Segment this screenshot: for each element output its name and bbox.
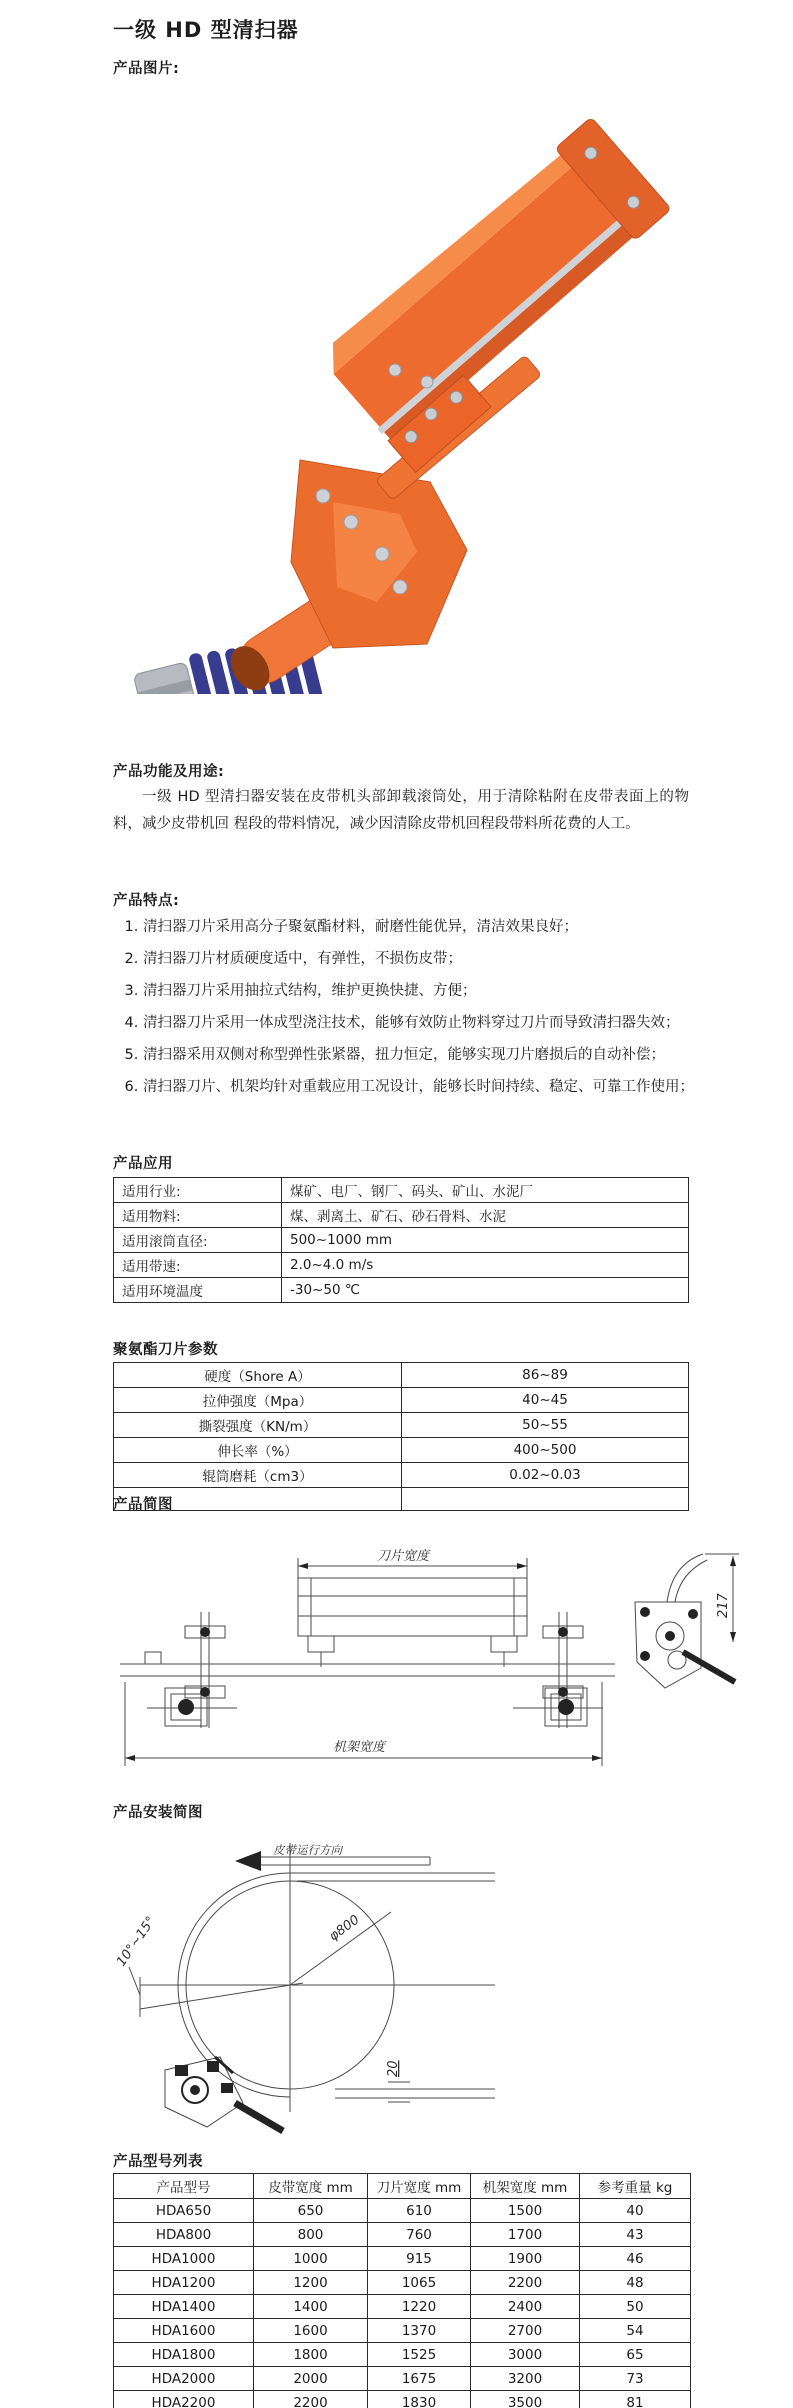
application-table	[113, 1177, 689, 1303]
features-heading: 产品特点:	[113, 893, 180, 909]
cell: 48	[580, 2271, 691, 2295]
cell: HDA1600	[114, 2319, 254, 2343]
table-row	[114, 2367, 691, 2391]
cell: 1400	[254, 2295, 368, 2319]
offset-dimension	[388, 2082, 410, 2102]
cell: 2200	[254, 2391, 368, 2408]
table-row	[114, 1228, 689, 1253]
table-row	[114, 1413, 689, 1438]
param-value: 86~89	[402, 1363, 689, 1388]
application-heading: 产品应用	[113, 1156, 173, 1172]
model-table-heading: 产品型号列表	[113, 2154, 203, 2170]
cell: HDA800	[114, 2223, 254, 2247]
cell: 1525	[368, 2343, 471, 2367]
cell: 3200	[471, 2367, 580, 2391]
row-label: 适用滚筒直径:	[114, 1228, 282, 1253]
side-height-label: 217	[716, 1593, 731, 1618]
cell: 1675	[368, 2367, 471, 2391]
cell: 73	[580, 2367, 691, 2391]
page-title: 一级 HD 型清扫器	[113, 18, 299, 42]
feature-item: 4. 清扫器刀片采用一体成型浇注技术，能够有效防止物料穿过刀片而导致清扫器失效；	[143, 1012, 721, 1035]
row-value: 煤矿、电厂、钢厂、码头、矿山、水泥厂	[282, 1178, 689, 1203]
cell: 1370	[368, 2319, 471, 2343]
product-diagram-heading: 产品简图	[113, 1497, 173, 1513]
cell: 46	[580, 2247, 691, 2271]
param-name: 拉伸强度（Mpa）	[114, 1388, 402, 1413]
offset-label: 20	[386, 2060, 401, 2077]
table-row	[114, 2343, 691, 2367]
col-header: 机架宽度 mm	[471, 2174, 580, 2199]
cell: 43	[580, 2223, 691, 2247]
table-row	[114, 1178, 689, 1203]
blade-block	[298, 1578, 527, 1667]
row-label: 适用物料:	[114, 1203, 282, 1228]
param-value: 400~500	[402, 1438, 689, 1463]
cell: 1700	[471, 2223, 580, 2247]
col-header: 参考重量 kg	[580, 2174, 691, 2199]
table-row	[114, 2199, 691, 2223]
function-heading: 产品功能及用途:	[113, 764, 225, 780]
feature-item: 6. 清扫器刀片、机架均针对重载应用工况设计，能够长时间持续、稳定、可靠工作使用；	[143, 1076, 721, 1099]
cell: HDA650	[114, 2199, 254, 2223]
cell: 40	[580, 2199, 691, 2223]
cell: 81	[580, 2391, 691, 2408]
blade-params-table	[113, 1362, 689, 1511]
cell: 1800	[254, 2343, 368, 2367]
install-diagram-heading: 产品安装简图	[113, 1805, 203, 1821]
cell: 65	[580, 2343, 691, 2367]
belt-direction-label: 皮带运行方向	[273, 1843, 342, 1857]
model-table	[113, 2173, 691, 2408]
table-row	[114, 1388, 689, 1413]
col-header: 刀片宽度 mm	[368, 2174, 471, 2199]
param-value: 50~55	[402, 1413, 689, 1438]
row-value: 500~1000 mm	[282, 1228, 689, 1253]
col-header: 产品型号	[114, 2174, 254, 2199]
row-value: -30~50 ℃	[282, 1278, 689, 1303]
cell: 800	[254, 2223, 368, 2247]
cell: HDA1400	[114, 2295, 254, 2319]
cell: 3000	[471, 2343, 580, 2367]
param-value: 0.02~0.03	[402, 1463, 689, 1488]
row-value: 2.0~4.0 m/s	[282, 1253, 689, 1278]
table-row	[114, 1203, 689, 1228]
table-row	[114, 1253, 689, 1278]
function-body: 一级 HD 型清扫器安装在皮带机头部卸载滚筒处，用于清除粘附在皮带表面上的物料，减少皮带机回 程段的带料情况，减少因清除皮带机回程段带料所花费的人工。	[113, 789, 689, 832]
feature-item: 3. 清扫器刀片采用抽拉式结构，维护更换快捷、方便；	[143, 980, 721, 1003]
param-name: 辊筒磨耗（cm3）	[114, 1463, 402, 1488]
feature-item: 2. 清扫器刀片材质硬度适中，有弹性，不损伤皮带；	[143, 948, 721, 971]
param-name: 撕裂强度（KN/m）	[114, 1413, 402, 1438]
product-diagram	[105, 1540, 745, 1775]
cell: 1600	[254, 2319, 368, 2343]
blade-width-label: 刀片宽度	[377, 1549, 430, 1564]
table-row	[114, 1438, 689, 1463]
pulley	[140, 1843, 495, 2112]
cell: 1830	[368, 2391, 471, 2408]
angle-label: 10°~15°	[113, 1914, 159, 1970]
param-value: 40~45	[402, 1388, 689, 1413]
cell: 50	[580, 2295, 691, 2319]
product-photo-image	[95, 82, 695, 694]
diameter-label: φ800	[326, 1912, 363, 1945]
cell: HDA1200	[114, 2271, 254, 2295]
row-value: 煤、剥离土、矿石、砂石骨料、水泥	[282, 1203, 689, 1228]
cell: 650	[254, 2199, 368, 2223]
cell: 3500	[471, 2391, 580, 2408]
col-header: 皮带宽度 mm	[254, 2174, 368, 2199]
photo-section-label: 产品图片:	[113, 61, 180, 77]
cell: 2700	[471, 2319, 580, 2343]
feature-item: 1. 清扫器刀片采用高分子聚氨酯材料，耐磨性能优异，清洁效果良好；	[143, 916, 721, 939]
table-row	[114, 1463, 689, 1488]
install-diagram	[95, 1835, 515, 2145]
table-row	[114, 2391, 691, 2408]
cell: HDA1800	[114, 2343, 254, 2367]
cell: 1065	[368, 2271, 471, 2295]
cell: HDA2200	[114, 2391, 254, 2408]
frame-width-label: 机架宽度	[333, 1740, 386, 1755]
table-row	[114, 2295, 691, 2319]
cell: 915	[368, 2247, 471, 2271]
cell: 1000	[254, 2247, 368, 2271]
shaft	[120, 1652, 615, 1676]
angle-lines	[129, 1967, 303, 2017]
table-row	[114, 2271, 691, 2295]
features-list	[113, 916, 721, 1108]
param-name: 硬度（Shore A）	[114, 1363, 402, 1388]
table-row	[114, 2247, 691, 2271]
cell: 1900	[471, 2247, 580, 2271]
cell: 1220	[368, 2295, 471, 2319]
side-view	[635, 1554, 739, 1688]
table-row	[114, 1363, 689, 1388]
cell: HDA2000	[114, 2367, 254, 2391]
cell: 760	[368, 2223, 471, 2247]
cell: 54	[580, 2319, 691, 2343]
cell: 2400	[471, 2295, 580, 2319]
feature-item: 5. 清扫器采用双侧对称型弹性张紧器，扭力恒定，能够实现刀片磨损后的自动补偿；	[143, 1044, 721, 1067]
table-row	[114, 2223, 691, 2247]
param-name: 伸长率（%）	[114, 1438, 402, 1463]
row-label: 适用行业:	[114, 1178, 282, 1203]
cell: 1200	[254, 2271, 368, 2295]
cell: 2000	[254, 2367, 368, 2391]
cell: 1500	[471, 2199, 580, 2223]
row-label: 适用带速:	[114, 1253, 282, 1278]
table-row	[114, 1488, 689, 1511]
table-row	[114, 2319, 691, 2343]
cell: 610	[368, 2199, 471, 2223]
param-value	[402, 1488, 689, 1511]
model-table-header-row	[114, 2174, 691, 2199]
row-label: 适用环境温度	[114, 1278, 282, 1303]
cell: 2200	[471, 2271, 580, 2295]
blade-params-heading: 聚氨酯刀片参数	[113, 1342, 218, 1358]
cell: HDA1000	[114, 2247, 254, 2271]
belt-direction-flag	[258, 1857, 430, 1865]
table-row	[114, 1278, 689, 1303]
